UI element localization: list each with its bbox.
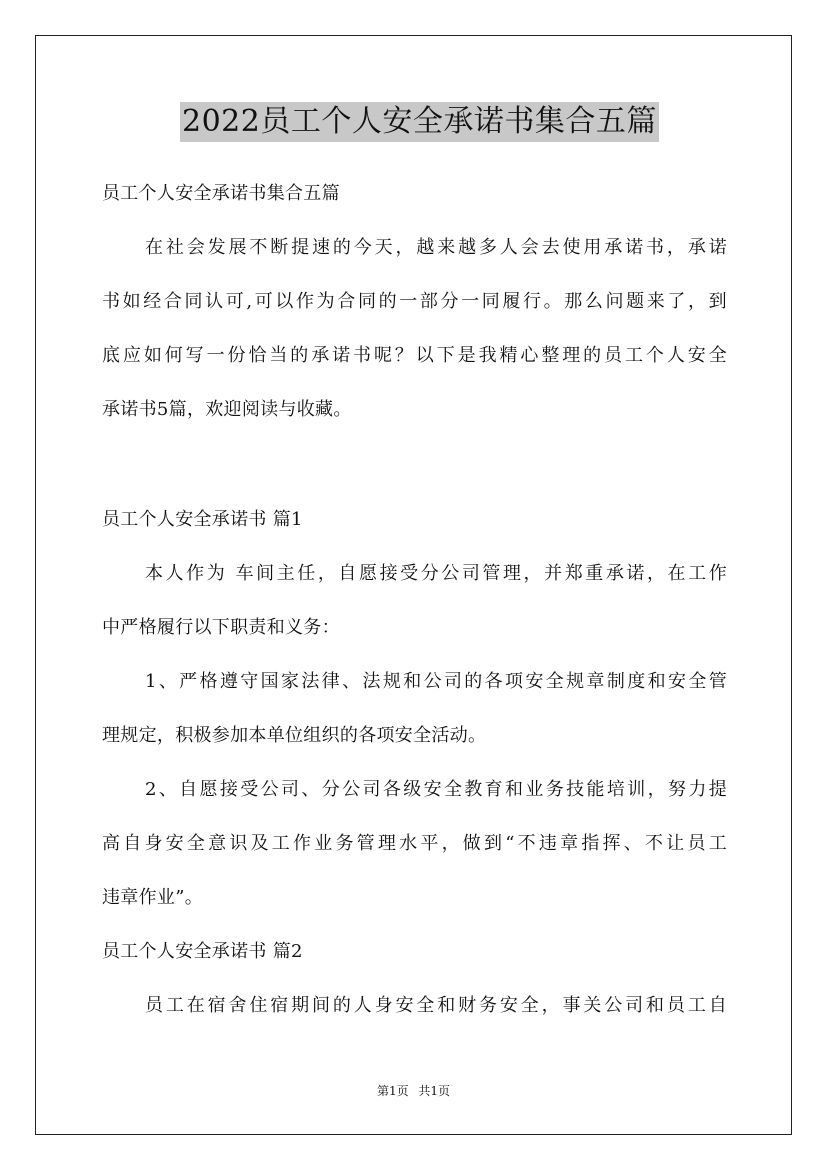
paragraph-line: 2、自愿接受公司、分公司各级安全教育和业务技能培训，努力提 <box>145 779 727 800</box>
page-footer <box>0 1083 827 1099</box>
paragraph-line: 员工在宿舍住宿期间的人身安全和财务安全，事关公司和员工自 <box>145 995 727 1016</box>
paragraph-line: 高自身安全意识及工作业务管理水平，做到“不违章指挥、不让员工 <box>102 833 727 854</box>
paragraph-line: 在社会发展不断提速的今天，越来越多人会去使用承诺书，承诺 <box>145 237 727 258</box>
paragraph-line: 中严格履行以下职责和义务： <box>102 617 340 638</box>
paragraph-line: 理规定，积极参加本单位组织的各项安全活动。 <box>102 725 487 746</box>
paragraph-line: 承诺书5篇，欢迎阅读与收藏。 <box>102 399 352 420</box>
paragraph-line: 底应如何写一份恰当的承诺书呢？以下是我精心整理的员工个人安全 <box>102 345 727 366</box>
section-heading: 员工个人安全承诺书 篇2 <box>102 941 303 962</box>
paragraph-line: 1、严格遵守国家法律、法规和公司的各项安全规章制度和安全管 <box>145 671 727 692</box>
paragraph-line: 违章作业”。 <box>102 887 204 908</box>
document-title: 2022员工个人安全承诺书集合五篇 <box>180 102 659 142</box>
paragraph-line: 本人作为 车间主任，自愿接受分公司管理，并郑重承诺，在工作 <box>145 563 727 584</box>
section-heading: 员工个人安全承诺书 篇1 <box>102 509 303 530</box>
paragraph-line: 书如经合同认可,可以作为合同的一部分一同履行。那么问题来了，到 <box>102 291 727 312</box>
page-total: 共1页 <box>418 1084 451 1098</box>
subtitle-line: 员工个人安全承诺书集合五篇 <box>102 183 340 204</box>
page-number: 第1页 <box>376 1084 409 1098</box>
